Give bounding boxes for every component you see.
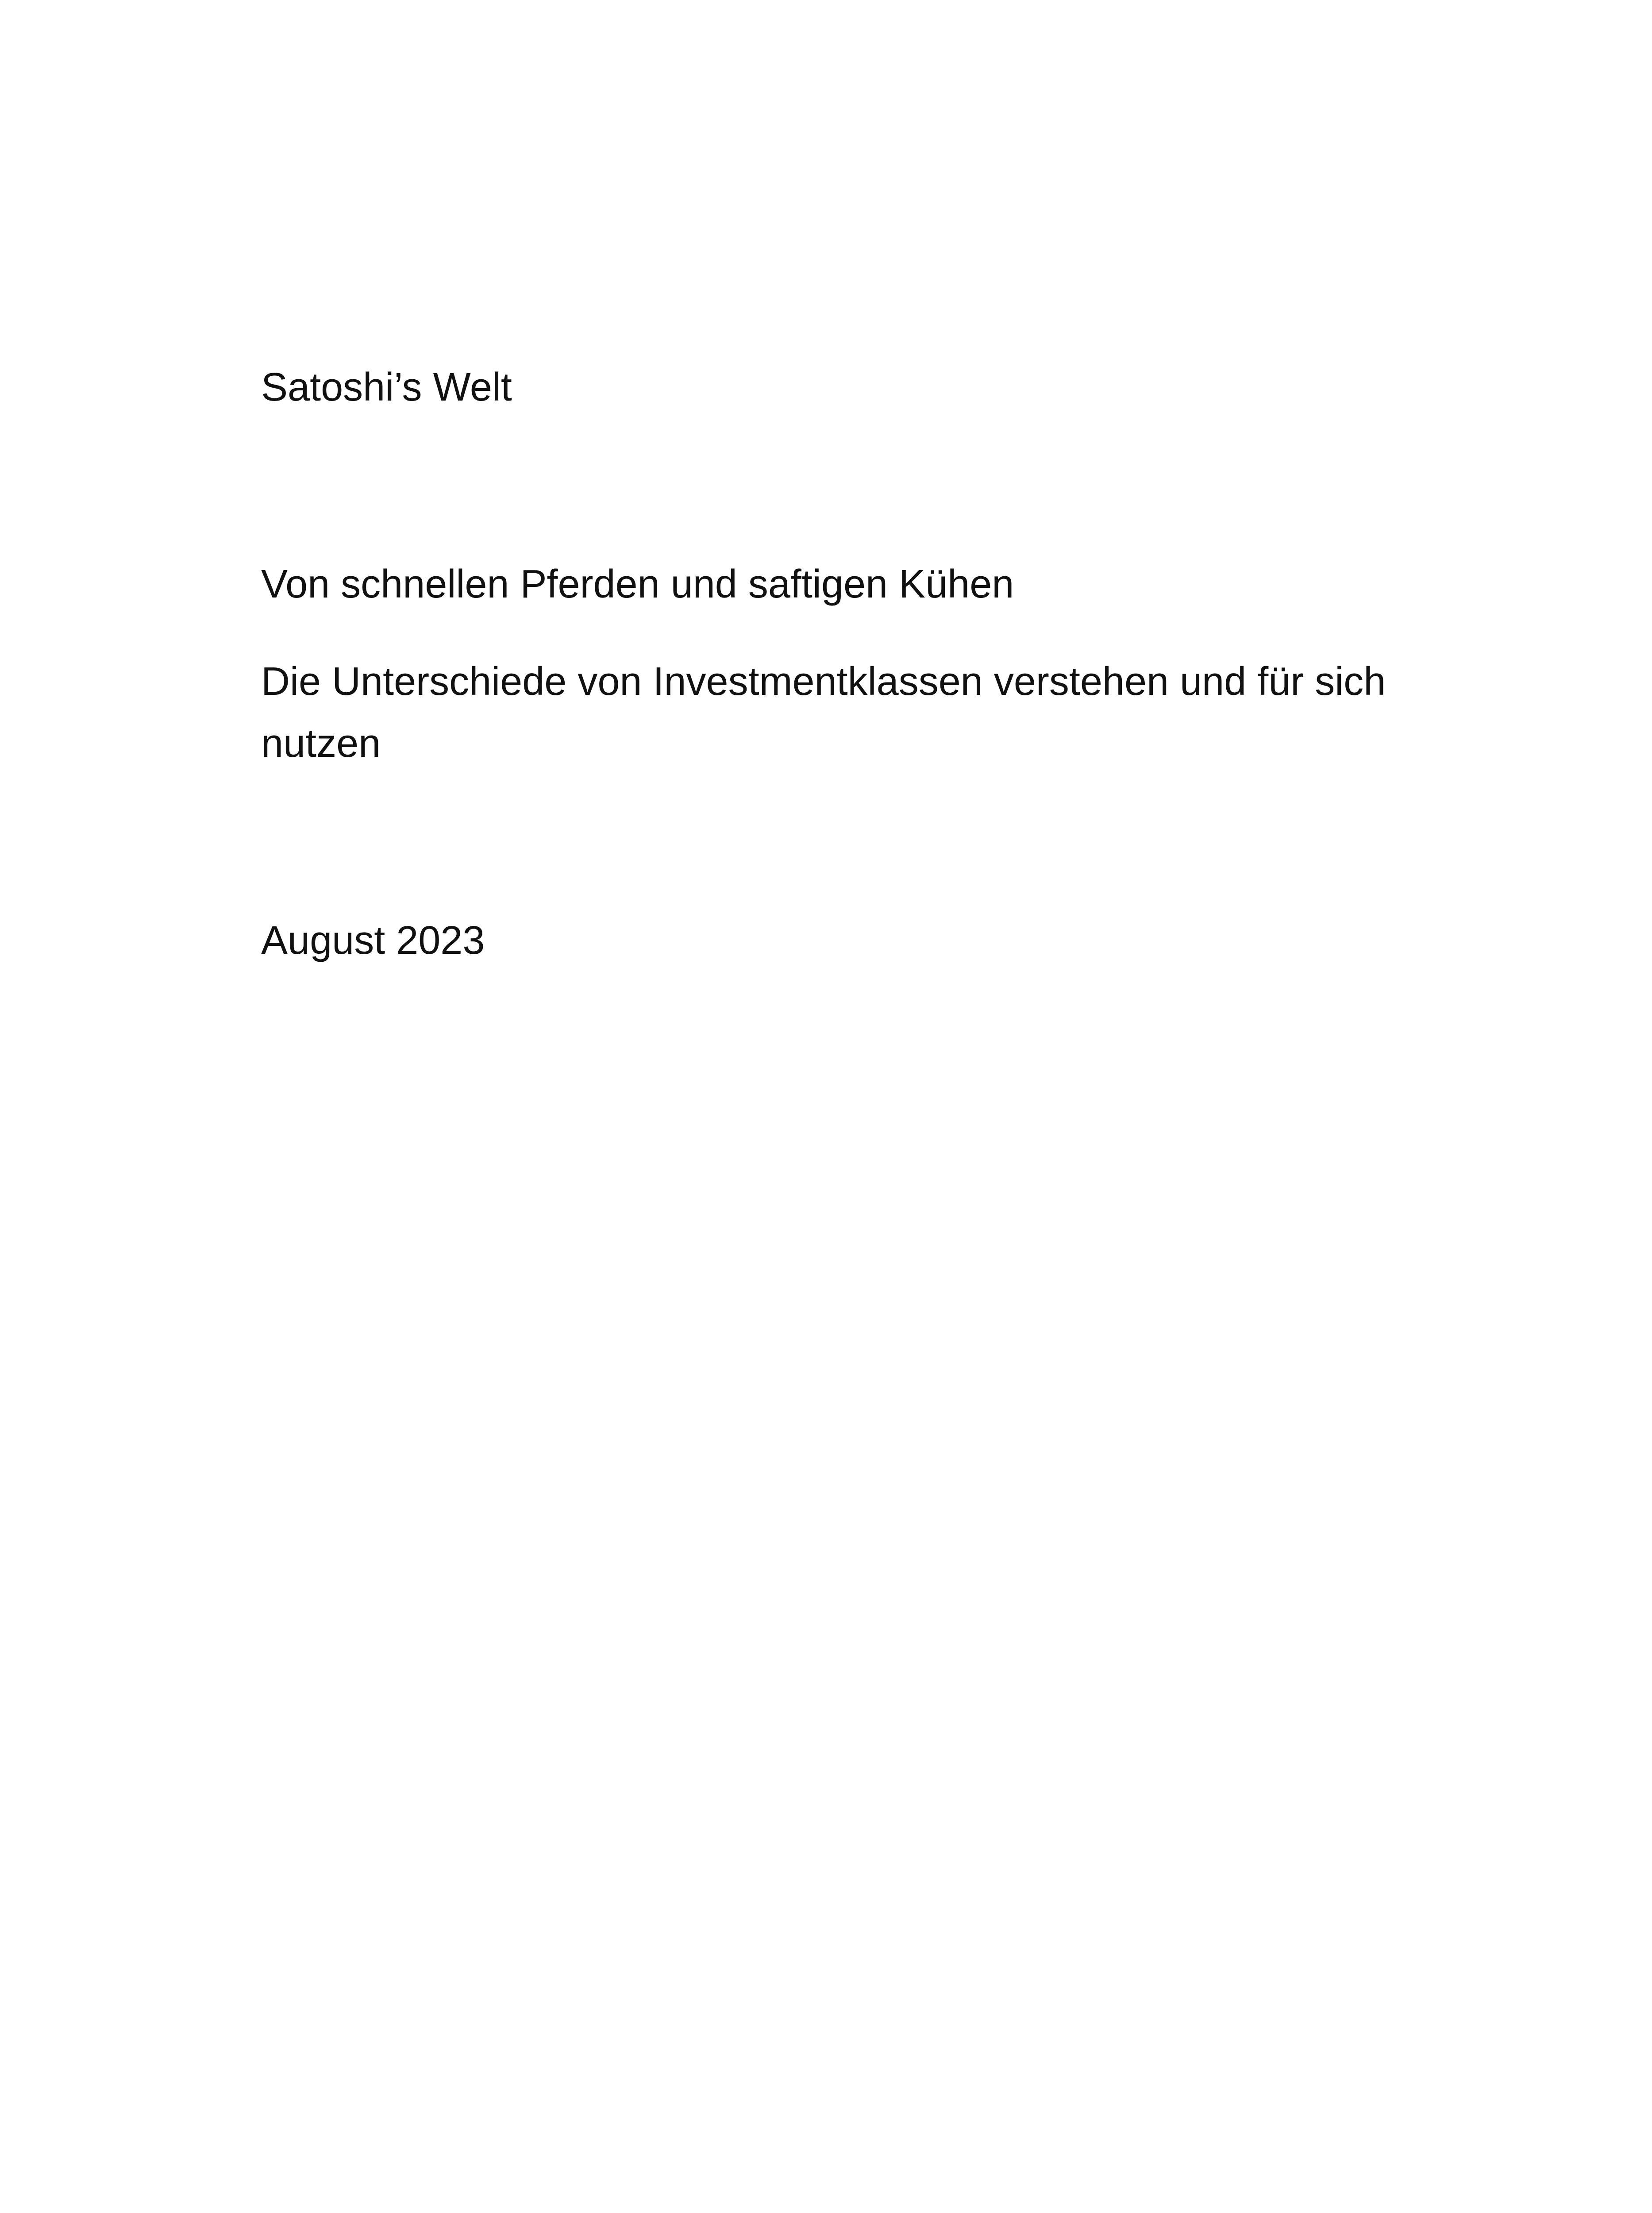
publication-name: Satoshi’s Welt [261,365,512,409]
publication-date: August 2023 [261,918,485,963]
document-subtitle: Die Unterschiede von Investmentklassen verstehen und für sich nutzen [261,659,1386,766]
document-title: Von schnellen Pferden und saftigen Kühen [261,562,1014,606]
